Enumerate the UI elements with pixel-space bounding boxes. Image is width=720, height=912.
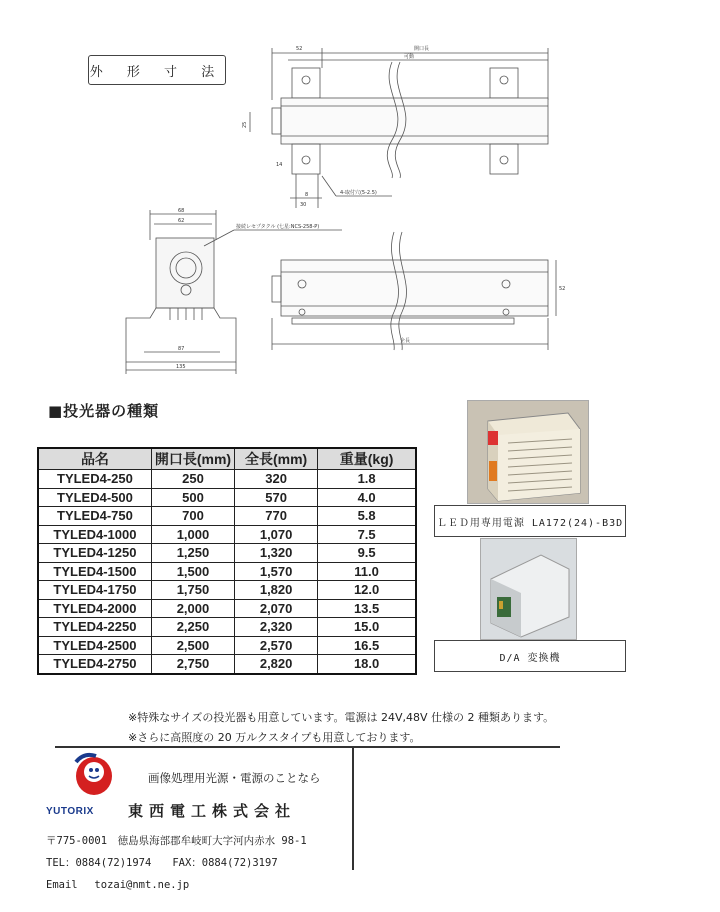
table-row — [38, 488, 416, 507]
header-opening: 開口長(mm) — [151, 448, 234, 470]
cell-model: TYLED4-1250 — [38, 544, 151, 563]
cell-model: TYLED4-1500 — [38, 562, 151, 581]
cell-model: TYLED4-1750 — [38, 581, 151, 600]
cell-total: 2,320 — [235, 618, 318, 637]
cell-model: TYLED4-2750 — [38, 655, 151, 674]
dim-68: 68 — [178, 208, 185, 214]
dim-62: 62 — [178, 218, 185, 224]
cell-opening: 1,500 — [151, 562, 234, 581]
converter-caption-box — [434, 640, 626, 672]
table-row — [38, 581, 416, 600]
dim-total-length: 全長 — [400, 338, 411, 344]
footer-divider-top — [55, 746, 560, 748]
header-total: 全長(mm) — [235, 448, 318, 470]
header-model: 品名 — [38, 448, 151, 470]
table-row — [38, 525, 416, 544]
note-2: ※さらに高照度の 20 万ルクスタイプも用意しております。 — [128, 731, 421, 744]
cell-total: 320 — [235, 470, 318, 489]
table-row — [38, 599, 416, 618]
cell-opening: 2,250 — [151, 618, 234, 637]
cell-model: TYLED4-250 — [38, 470, 151, 489]
table-row — [38, 562, 416, 581]
dimension-drawing — [0, 0, 720, 390]
cell-total: 1,070 — [235, 525, 318, 544]
dim-top-52: 52 — [296, 46, 303, 52]
connector-note: 接続レセプタクル (七星:NCS-258-P) — [236, 224, 320, 230]
spec-table — [37, 447, 417, 675]
cell-model: TYLED4-2250 — [38, 618, 151, 637]
dim-opening-length: 開口長 — [414, 46, 430, 52]
dim-87: 87 — [178, 346, 185, 352]
table-row — [38, 544, 416, 563]
cell-weight: 16.5 — [318, 636, 416, 655]
cell-weight: 9.5 — [318, 544, 416, 563]
cell-total: 570 — [235, 488, 318, 507]
cell-opening: 500 — [151, 488, 234, 507]
cell-weight: 11.0 — [318, 562, 416, 581]
cell-weight: 18.0 — [318, 655, 416, 674]
table-row — [38, 636, 416, 655]
company-name: 東西電工株式会社 — [128, 802, 297, 820]
cell-opening: 1,250 — [151, 544, 234, 563]
dim-8: 8 — [305, 192, 309, 198]
cell-model: TYLED4-750 — [38, 507, 151, 526]
cell-opening: 1,000 — [151, 525, 234, 544]
logo-text: YUTORIX — [46, 806, 94, 817]
table-row — [38, 470, 416, 489]
yutorix-logo-icon — [56, 752, 126, 810]
power-supply-photo — [467, 400, 589, 504]
cell-total: 2,820 — [235, 655, 318, 674]
cell-opening: 2,500 — [151, 636, 234, 655]
cell-model: TYLED4-1000 — [38, 525, 151, 544]
cell-weight: 13.5 — [318, 599, 416, 618]
cell-weight: 15.0 — [318, 618, 416, 637]
cell-opening: 700 — [151, 507, 234, 526]
cell-total: 770 — [235, 507, 318, 526]
table-row — [38, 507, 416, 526]
cell-total: 2,070 — [235, 599, 318, 618]
cell-opening: 2,750 — [151, 655, 234, 674]
dim-25: 25 — [242, 121, 248, 128]
cell-weight: 4.0 — [318, 488, 416, 507]
dim-14: 14 — [276, 162, 283, 168]
section-title: ■投光器の種類 — [48, 402, 160, 420]
cell-model: TYLED4-500 — [38, 488, 151, 507]
footer-divider-vertical — [352, 746, 354, 870]
converter-caption: D/A 変換機 — [499, 652, 561, 664]
cell-weight: 5.8 — [318, 507, 416, 526]
cell-opening: 2,000 — [151, 599, 234, 618]
dim-30: 30 — [300, 202, 307, 208]
cell-weight: 1.8 — [318, 470, 416, 489]
cell-opening: 250 — [151, 470, 234, 489]
power-supply-caption-box — [434, 505, 626, 537]
power-supply-caption: ＬＥＤ用専用電源 LA172(24)-B3D — [436, 517, 624, 529]
cell-total: 1,570 — [235, 562, 318, 581]
converter-photo — [480, 538, 577, 640]
cell-total: 2,570 — [235, 636, 318, 655]
email: Email tozai@nmt.ne.jp — [46, 879, 190, 891]
cell-model: TYLED4-2000 — [38, 599, 151, 618]
dim-front-52: 52 — [559, 286, 566, 292]
cell-weight: 12.0 — [318, 581, 416, 600]
table-header-row — [38, 448, 416, 470]
dim-movable: 可動 — [404, 54, 415, 60]
table-row — [38, 655, 416, 674]
cell-total: 1,320 — [235, 544, 318, 563]
cell-opening: 1,750 — [151, 581, 234, 600]
address: 〒775-0001 徳島県海部郡牟岐町大字河内赤水 98-1 — [46, 835, 307, 847]
tagline: 画像処理用光源・電源のことなら — [148, 771, 321, 785]
dim-135: 135 — [176, 364, 186, 370]
note-1: ※特殊なサイズの投光器も用意しています。電源は 24V,48V 仕様の 2 種類あります。 — [128, 711, 555, 724]
header-weight: 重量(kg) — [318, 448, 416, 470]
table-row — [38, 618, 416, 637]
hole-note: 4-取付穴(5-2.5) — [340, 190, 377, 196]
cell-total: 1,820 — [235, 581, 318, 600]
phone-fax: TEL：0884(72)1974 FAX：0884(72)3197 — [46, 857, 278, 869]
cell-model: TYLED4-2500 — [38, 636, 151, 655]
cell-weight: 7.5 — [318, 525, 416, 544]
outline-title: 外 形 寸 法 — [89, 64, 225, 80]
